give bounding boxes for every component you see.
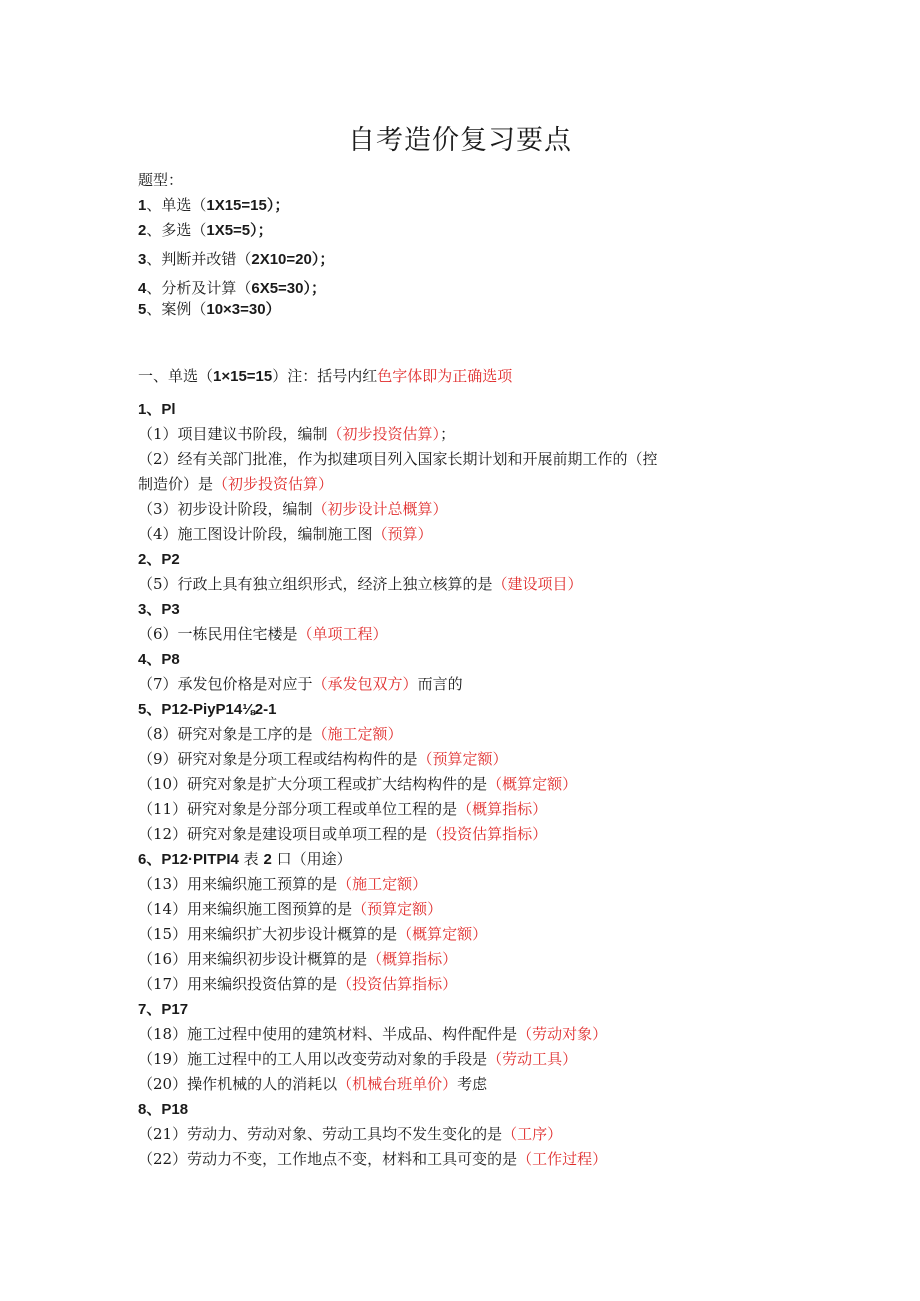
question-line: （9）研究对象是分项工程或结构构件的是（预算定额） — [138, 750, 508, 768]
question-head: 3、P3 — [138, 601, 180, 618]
question-head: 8、P18 — [138, 1101, 189, 1118]
type-item: 5、案例（10×3=30） — [138, 300, 281, 318]
question-line: 制造价）是（初步投资估算） — [138, 475, 334, 493]
question-line: （15）用来编织扩大初步设计概算的是（概算定额） — [138, 925, 488, 943]
question-line: （13）用来编织施工预算的是（施工定额） — [138, 875, 428, 893]
question-head: 5、P12-PiyP14⅛2-1 — [138, 701, 277, 718]
question-line: （10）研究对象是扩大分项工程或扩大结构构件的是（概算定额） — [138, 775, 578, 793]
question-line: （17）用来编织投资估算的是（投资估算指标） — [138, 975, 458, 993]
question-line: （8）研究对象是工序的是（施工定额） — [138, 725, 403, 743]
question-line: （22）劳动力不变，工作地点不变，材料和工具可变的是（工作过程） — [138, 1150, 608, 1168]
question-head: 1、Pl — [138, 401, 176, 418]
type-item: 2、多选（1X5=5）； — [138, 221, 273, 239]
type-item: 4、分析及计算（6X5=30）； — [138, 279, 327, 297]
type-item: 1、单选（1X15=15）； — [138, 196, 290, 214]
question-line: （4）施工图设计阶段，编制施工图（预算） — [138, 525, 433, 543]
question-head: 7、P17 — [138, 1001, 189, 1018]
question-line: （16）用来编织初步设计概算的是（概算指标） — [138, 950, 458, 968]
question-line: （1）项目建议书阶段，编制（初步投资估算）； — [138, 425, 456, 443]
question-head: 6、P12·PITPI4 表 2 口（用途） — [138, 850, 352, 868]
question-line: （11）研究对象是分部分项工程或单位工程的是（概算指标） — [138, 800, 548, 818]
question-line: （21）劳动力、劳动对象、劳动工具均不发生变化的是（工序） — [138, 1125, 563, 1143]
question-line: （2）经有关部门批准，作为拟建项目列入国家长期计划和开展前期工作的（控 — [138, 450, 658, 468]
question-types — [138, 168, 798, 322]
section-one-heading: 一、单选（1×15=15）注：括号内红色字体即为正确选项 — [138, 367, 513, 385]
question-line: （12）研究对象是建设项目或单项工程的是（投资估算指标） — [138, 825, 548, 843]
question-line: （5）行政上具有独立组织形式，经济上独立核算的是（建设项目） — [138, 575, 583, 593]
question-line: （19）施工过程中的工人用以改变劳动对象的手段是（劳动工具） — [138, 1050, 578, 1068]
question-head: 2、P2 — [138, 551, 180, 568]
question-line: （14）用来编织施工图预算的是（预算定额） — [138, 900, 443, 918]
question-head: 4、P8 — [138, 651, 180, 668]
question-line: （3）初步设计阶段，编制（初步设计总概算） — [138, 500, 448, 518]
question-list — [138, 397, 798, 1172]
page-title: 自考造价复习要点 — [348, 125, 572, 156]
question-line: （20）操作机械的人的消耗以（机械台班单价）考虑 — [138, 1075, 488, 1093]
question-line: （18）施工过程中使用的建筑材料、半成品、构件配件是（劳动对象） — [138, 1025, 608, 1043]
type-item: 3、判断并改错（2X10=20）； — [138, 250, 335, 268]
question-types-heading: 题型： — [138, 171, 184, 189]
question-line: （7）承发包价格是对应于（承发包双方）而言的 — [138, 675, 463, 693]
question-line: （6）一栋民用住宅楼是（单项工程） — [138, 625, 388, 643]
